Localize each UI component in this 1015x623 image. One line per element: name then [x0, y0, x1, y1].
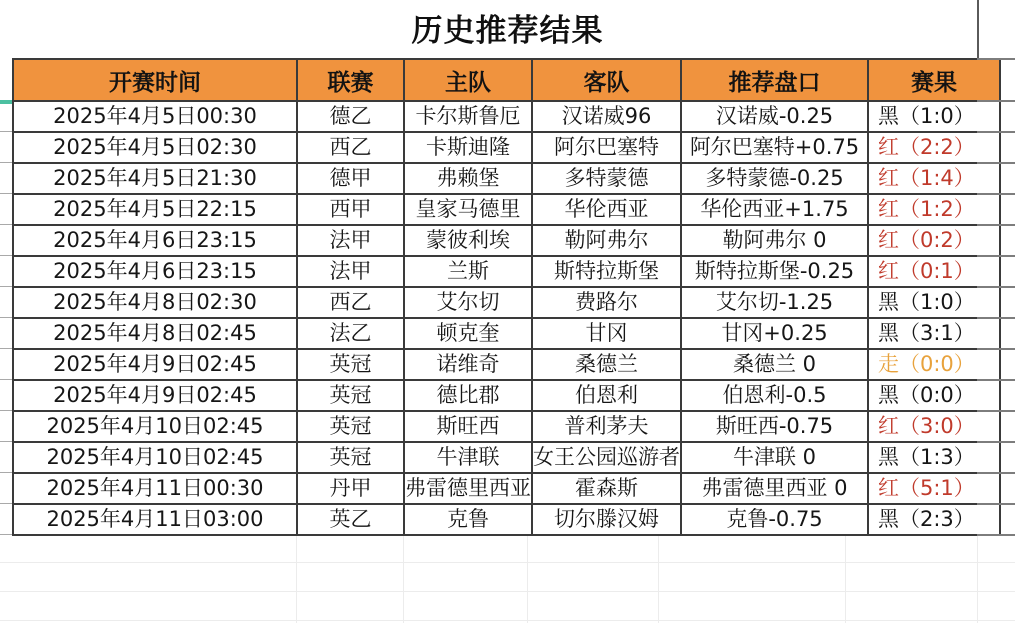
- cell-time[interactable]: 2025年4月10日02:45: [13, 442, 297, 473]
- cell-league[interactable]: 德甲: [297, 163, 404, 194]
- cell-time[interactable]: 2025年4月5日02:30: [13, 132, 297, 163]
- cell-home[interactable]: 卡斯迪隆: [404, 132, 532, 163]
- cell-handicap[interactable]: 汉诺威-0.25: [681, 101, 868, 132]
- cell-handicap[interactable]: 牛津联 0: [681, 442, 868, 473]
- cell-time[interactable]: 2025年4月8日02:30: [13, 287, 297, 318]
- table-row: [13, 349, 1000, 380]
- gridline-horizontal-faint: [0, 620, 1015, 621]
- gridline-row-stub: [0, 255, 12, 256]
- cell-league[interactable]: 英冠: [297, 442, 404, 473]
- cell-away[interactable]: 霍森斯: [532, 473, 681, 504]
- table-row: [13, 256, 1000, 287]
- cell-handicap[interactable]: 阿尔巴塞特+0.75: [681, 132, 868, 163]
- cell-away[interactable]: 阿尔巴塞特: [532, 132, 681, 163]
- cell-league[interactable]: 法乙: [297, 318, 404, 349]
- gridline-horizontal-faint: [0, 562, 1015, 563]
- header-row: [13, 59, 1000, 101]
- cell-result[interactable]: 黑（1:0）: [868, 287, 1000, 318]
- header-away[interactable]: 客队: [532, 59, 681, 101]
- cell-league[interactable]: 丹甲: [297, 473, 404, 504]
- table-row: [13, 101, 1000, 132]
- cell-time[interactable]: 2025年4月11日03:00: [13, 504, 297, 535]
- cell-handicap[interactable]: 斯旺西-0.75: [681, 411, 868, 442]
- table-row: [13, 504, 1000, 535]
- cell-time[interactable]: 2025年4月9日02:45: [13, 349, 297, 380]
- cell-result[interactable]: 红（2:2）: [868, 132, 1000, 163]
- table-row: [13, 194, 1000, 225]
- cell-handicap[interactable]: 弗雷德里西亚 0: [681, 473, 868, 504]
- cell-result[interactable]: 黑（0:0）: [868, 380, 1000, 411]
- cell-time[interactable]: 2025年4月10日02:45: [13, 411, 297, 442]
- gridline-row-stub: [0, 224, 12, 225]
- cell-league[interactable]: 英冠: [297, 411, 404, 442]
- cell-league[interactable]: 英冠: [297, 349, 404, 380]
- cell-away[interactable]: 汉诺威96: [532, 101, 681, 132]
- page-title[interactable]: 历史推荐结果: [411, 13, 604, 49]
- gridline-horizontal-faint: [0, 591, 1015, 592]
- cell-away[interactable]: 切尔滕汉姆: [532, 504, 681, 535]
- cell-time[interactable]: 2025年4月8日02:45: [13, 318, 297, 349]
- cell-result[interactable]: 红（5:1）: [868, 473, 1000, 504]
- header-result[interactable]: 赛果: [868, 59, 1000, 101]
- cell-away[interactable]: 勒阿弗尔: [532, 225, 681, 256]
- gridline-row-stub: [0, 193, 12, 194]
- header-time[interactable]: 开赛时间: [13, 59, 297, 101]
- cell-result[interactable]: 红（1:4）: [868, 163, 1000, 194]
- cell-home[interactable]: 弗赖堡: [404, 163, 532, 194]
- cell-result[interactable]: 红（3:0）: [868, 411, 1000, 442]
- cell-handicap[interactable]: 艾尔切-1.25: [681, 287, 868, 318]
- cell-handicap[interactable]: 克鲁-0.75: [681, 504, 868, 535]
- cell-time[interactable]: 2025年4月5日21:30: [13, 163, 297, 194]
- cell-away[interactable]: 斯特拉斯堡: [532, 256, 681, 287]
- cell-handicap[interactable]: 勒阿弗尔 0: [681, 225, 868, 256]
- cell-away[interactable]: 普利茅夫: [532, 411, 681, 442]
- gridline-row-stub: [0, 503, 12, 504]
- cell-league[interactable]: 西甲: [297, 194, 404, 225]
- gridline-row-stub: [0, 162, 12, 163]
- table-body: [13, 101, 1000, 535]
- table-row: [13, 163, 1000, 194]
- cell-result[interactable]: 红（0:2）: [868, 225, 1000, 256]
- gridline-vertical-faint: [403, 536, 404, 623]
- table-row: [13, 225, 1000, 256]
- gridline-row-stub: [0, 441, 12, 442]
- header-handicap[interactable]: 推荐盘口: [681, 59, 868, 101]
- cell-handicap[interactable]: 甘冈+0.25: [681, 318, 868, 349]
- cell-home[interactable]: 斯旺西: [404, 411, 532, 442]
- cell-home[interactable]: 兰斯: [404, 256, 532, 287]
- table-row: [13, 411, 1000, 442]
- cell-handicap[interactable]: 桑德兰 0: [681, 349, 868, 380]
- cell-away[interactable]: 桑德兰: [532, 349, 681, 380]
- header-league[interactable]: 联赛: [297, 59, 404, 101]
- cell-time[interactable]: 2025年4月11日00:30: [13, 473, 297, 504]
- cell-league[interactable]: 英冠: [297, 380, 404, 411]
- cell-time[interactable]: 2025年4月9日02:45: [13, 380, 297, 411]
- cell-league[interactable]: 西乙: [297, 132, 404, 163]
- cell-home[interactable]: 蒙彼利埃: [404, 225, 532, 256]
- gridline-vertical-faint: [845, 536, 846, 623]
- cell-league[interactable]: 西乙: [297, 287, 404, 318]
- cell-away[interactable]: 甘冈: [532, 318, 681, 349]
- cell-result[interactable]: 走（0:0）: [868, 349, 1000, 380]
- cell-away[interactable]: 女王公园巡游者: [532, 442, 681, 473]
- results-table: [12, 58, 1001, 536]
- gridline-vertical-faint: [977, 536, 978, 623]
- cell-handicap[interactable]: 斯特拉斯堡-0.25: [681, 256, 868, 287]
- gridline-vertical-faint: [658, 536, 659, 623]
- cell-home[interactable]: 克鲁: [404, 504, 532, 535]
- table-row: [13, 380, 1000, 411]
- cell-time[interactable]: 2025年4月5日22:15: [13, 194, 297, 225]
- gridline-row-stub: [0, 379, 12, 380]
- cell-home[interactable]: 牛津联: [404, 442, 532, 473]
- cell-home[interactable]: 顿克奎: [404, 318, 532, 349]
- gridline-vertical-faint: [296, 536, 297, 623]
- gridline-row-stub: [0, 534, 12, 535]
- cell-league[interactable]: 德乙: [297, 101, 404, 132]
- cell-handicap[interactable]: 伯恩利-0.5: [681, 380, 868, 411]
- cell-league[interactable]: 法甲: [297, 256, 404, 287]
- cell-home[interactable]: 德比郡: [404, 380, 532, 411]
- cell-handicap[interactable]: 多特蒙德-0.25: [681, 163, 868, 194]
- cell-away[interactable]: 伯恩利: [532, 380, 681, 411]
- gridline-vertical-faint: [527, 536, 528, 623]
- table-row: [13, 287, 1000, 318]
- table-row: [13, 318, 1000, 349]
- cell-time[interactable]: 2025年4月6日23:15: [13, 256, 297, 287]
- gridline-row-stub: [0, 348, 12, 349]
- header-home[interactable]: 主队: [404, 59, 532, 101]
- cell-result[interactable]: 红（0:1）: [868, 256, 1000, 287]
- gridline-row-stub: [0, 131, 12, 132]
- cell-result[interactable]: 黑（3:1）: [868, 318, 1000, 349]
- cell-result[interactable]: 黑（2:3）: [868, 504, 1000, 535]
- gridline-row-stub: [0, 317, 12, 318]
- table-row: [13, 132, 1000, 163]
- gridline-row-stub: [0, 410, 12, 411]
- cell-home[interactable]: 诺维奇: [404, 349, 532, 380]
- cell-time[interactable]: 2025年4月6日23:15: [13, 225, 297, 256]
- cell-away[interactable]: 多特蒙德: [532, 163, 681, 194]
- cell-result[interactable]: 黑（1:0）: [868, 101, 1000, 132]
- gridline-row-stub: [0, 472, 12, 473]
- table-row: [13, 442, 1000, 473]
- cell-league[interactable]: 英乙: [297, 504, 404, 535]
- cell-league[interactable]: 法甲: [297, 225, 404, 256]
- cell-result[interactable]: 黑（1:3）: [868, 442, 1000, 473]
- cell-away[interactable]: 费路尔: [532, 287, 681, 318]
- table-row: [13, 473, 1000, 504]
- cell-home[interactable]: 卡尔斯鲁厄: [404, 101, 532, 132]
- gridline-row-stub: [0, 286, 12, 287]
- cell-time[interactable]: 2025年4月5日00:30: [13, 101, 297, 132]
- cell-handicap[interactable]: 华伦西亚+1.75: [681, 194, 868, 225]
- cell-home[interactable]: 艾尔切: [404, 287, 532, 318]
- cell-home[interactable]: 皇家马德里: [404, 194, 532, 225]
- cell-away[interactable]: 华伦西亚: [532, 194, 681, 225]
- cell-result[interactable]: 红（1:2）: [868, 194, 1000, 225]
- cell-home[interactable]: 弗雷德里西亚: [404, 473, 532, 504]
